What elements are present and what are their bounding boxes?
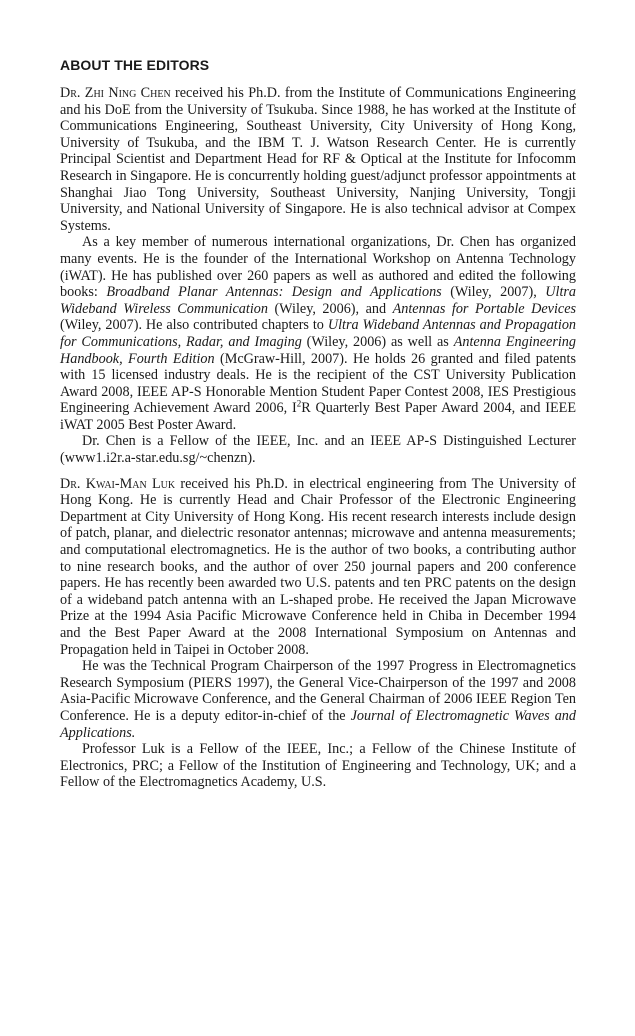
book-title: Ultra Wideband Wireless Communication xyxy=(60,284,577,317)
luk-name: Dr. Kwai-Man Luk xyxy=(60,475,176,492)
section-heading: ABOUT THE EDITORS xyxy=(60,57,210,73)
luk-bio-paragraph-3: Professor Luk is a Fellow of the IEEE, Inc.; a Fellow of the Chinese Institute of Electronics, PRC; a Fellow of the Institution of Engineering and Technology, UK; and a Fellow of the Electromagnetics Academy, U.S. xyxy=(60,741,576,791)
journal-title: Journal of Electromagnetic Waves and Applications. xyxy=(60,707,576,741)
book-title: Antennas for Portable Devices xyxy=(392,300,577,317)
luk-bio-paragraph-1: Dr. Kwai-Man Luk received his Ph.D. in electrical engineering from The University of Hong Kong. He is currently Head and Chair Professor of the Electronic Engineering Department at City University of Hong Kong. His recent research interests include design of patch, planar, and dielectric resonator antennas; microwave and antenna measurements; and computational electromagnetics. He is the author of two books, a contributing author to nine research books, and the author of over 250 journal papers and 200 conference papers. He has recently been awarded two U.S. patents and ten PRC patents on the design of a wideband patch antenna with an L-shaped probe. He received the Japan Microwave Prize at the 1994 Asia Pacific Microwave Conference held in Chiba in December 1994 and the Best Paper Award at the 2008 International Symposium on Antennas and Propagation held in Taipei in October 2008. xyxy=(60,475,577,658)
chen-name: Dr. Zhi Ning Chen xyxy=(60,85,171,101)
editors-page xyxy=(60,57,576,791)
book-title: Broadband Planar Antennas: Design and Applications xyxy=(106,284,442,301)
chen-bio-paragraph-1: Dr. Zhi Ning Chen received his Ph.D. from the Institute of Communications Engineering and his DoE from the University of Tsukuba. Since 1988, he has worked at the Institute of Communications Engineering, Southeast University, City University of Hong Kong, University of Tsukuba, and the IBM T. J. Watson Research Center. He is currently Principal Scientist and Department Head for RF & Optical at the Institute for Infocomm Research in Singapore. He is concurrently holding guest/adjunct professor appointments at Shanghai Jiao Tong University, Southeast University, Nanjing University, Tongji University, and National University of Singapore. He is also technical advisor at Compex Systems. xyxy=(60,85,576,234)
chen-bio-paragraph-3: Dr. Chen is a Fellow of the IEEE, Inc. and an IEEE AP-S Distinguished Lecturer (www1.i2r.a-star.edu.sg/~chenzn). xyxy=(60,433,576,467)
book-title: Ultra Wideband Antennas and Propagation for Communications, Radar, and Imaging xyxy=(60,317,577,350)
chen-bio-paragraph-2: As a key member of numerous international organizations, Dr. Chen has organized many events. He is the founder of the International Workshop on Antenna Technology (iWAT). He has published over 260 papers as well as authored and edited the following books: Broadband Planar Antennas: Design and Applications (Wiley, 2007), Ultra Wideband Wireless Communication (Wiley, 2006), and Antennas for Portable Devices (Wiley, 2007). He also contributed chapters to Ultra Wideband Antennas and Propagation for Communications, Radar, and Imaging (Wiley, 2006) as well as Antenna Engineering Handbook, Fourth Edition (McGraw-Hill, 2007). He holds 26 granted and filed patents with 15 licensed industry deals. He is the recipient of the CST University Publication Award 2008, IEEE AP-S Honorable Mention Student Paper Contest 2008, IES Prestigious Engineering Achievement Award 2006, $I^2R$ Quarterly Best Paper Award 2004, and IEEE iWAT 2005 Best Poster Award. xyxy=(60,234,577,433)
book-title: Antenna Engineering Handbook, Fourth Edition xyxy=(60,333,576,367)
luk-bio-paragraph-2: He was the Technical Program Chairperson of the 1997 Progress in Electromagnetics Research Symposium (PIERS 1997), the General Vice-Chairperson of the 1997 and 2008 Asia-Pacific Microwave Conference, and the General Chairman of 2006 IEEE Region Ten Conference. He is a deputy editor-in-chief of the Journal of Electromagnetic Waves and Applications. xyxy=(60,658,576,741)
superscript: 2 xyxy=(296,398,302,409)
